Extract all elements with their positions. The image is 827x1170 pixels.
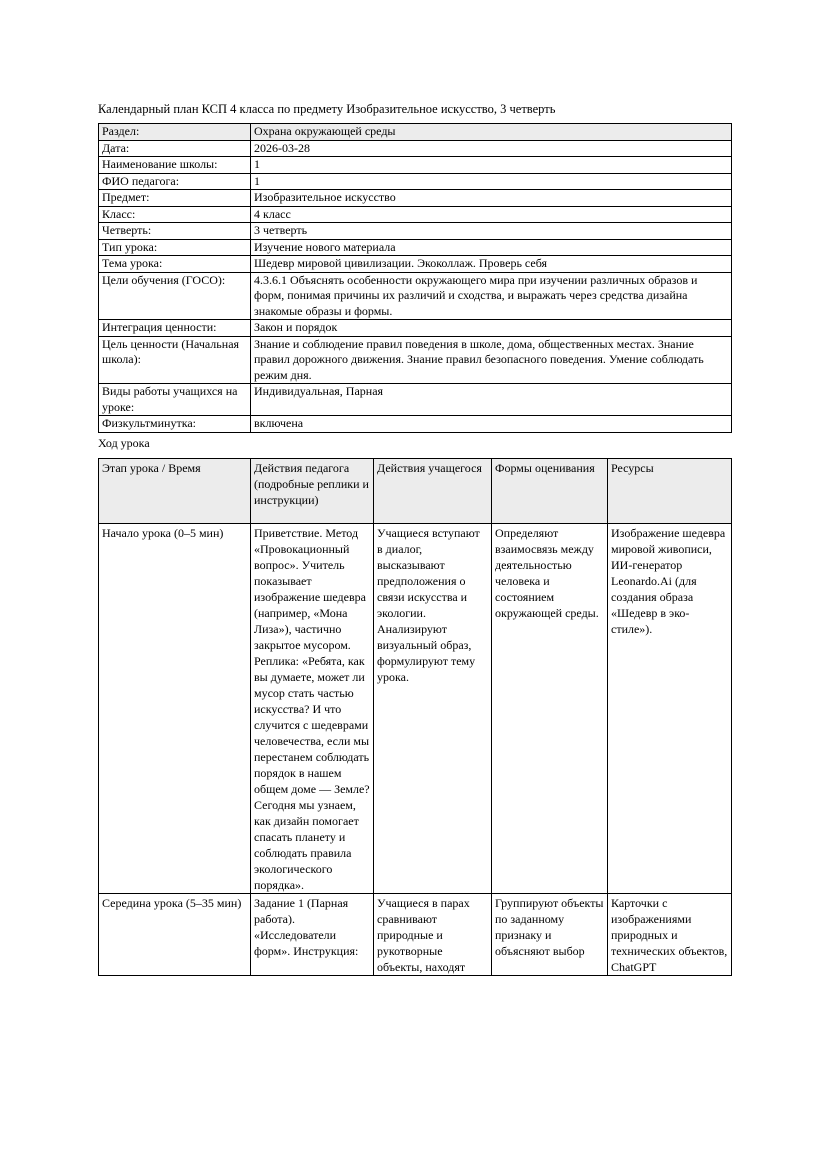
info-value: 1 [251, 157, 732, 174]
info-value: Закон и порядок [251, 320, 732, 337]
info-label: Наименование школы: [99, 157, 251, 174]
column-header-student-actions: Действия учащегося [374, 458, 492, 523]
info-value: Охрана окружающей среды [251, 124, 732, 141]
section-heading: Ход урока [98, 435, 150, 450]
info-label: Раздел: [99, 124, 251, 141]
info-row-value-goal [99, 336, 732, 384]
info-label: Физкультминутка: [99, 416, 251, 433]
info-row-date [99, 140, 732, 157]
info-row-teacher [99, 173, 732, 190]
lesson-table-header-row [99, 458, 732, 523]
lesson-flow-table [98, 458, 732, 976]
assessment-cell: Определяют взаимосвязь между деятельностью человека и состоянием окружающей среды. [492, 523, 608, 893]
info-label: Цели обучения (ГОСО): [99, 272, 251, 320]
stage-cell: Середина урока (5–35 мин) [99, 893, 251, 975]
info-label: Тип урока: [99, 239, 251, 256]
info-label: Дата: [99, 140, 251, 157]
info-label: Интеграция ценности: [99, 320, 251, 337]
document-title: Календарный план КСП 4 класса по предмету Изобразительное искусство, 3 четверть [98, 102, 556, 116]
teacher-actions-cell: Задание 1 (Парная работа). «Исследователи форм». Инструкция: [251, 893, 374, 975]
info-row-razdel [99, 124, 732, 141]
info-value: Индивидуальная, Парная [251, 384, 732, 416]
info-label: Предмет: [99, 190, 251, 207]
info-row-subject [99, 190, 732, 207]
lesson-row-middle [99, 893, 732, 975]
info-row-work-types [99, 384, 732, 416]
info-value: 3 четверть [251, 223, 732, 240]
lesson-row-start [99, 523, 732, 893]
info-value: Шедевр мировой цивилизации. Экоколлаж. Проверь себя [251, 256, 732, 273]
info-value: включена [251, 416, 732, 433]
info-value: 4.3.6.1 Объяснять особенности окружающего мира при изучении различных образов и форм, понимая причины их различий и сходства, и выражать через средства дизайна знакомые образы и формы. [251, 272, 732, 320]
column-header-assessment: Формы оценивания [492, 458, 608, 523]
info-value: Знание и соблюдение правил поведения в школе, дома, общественных местах. Знание правил дорожного движения. Знание правил безопасного поведения. Умение соблюдать режим дня. [251, 336, 732, 384]
info-row-school [99, 157, 732, 174]
column-header-teacher-actions: Действия педагога (подробные реплики и инструкции) [251, 458, 374, 523]
student-actions-cell: Учащиеся в парах сравнивают природные и рукотворные объекты, находят [374, 893, 492, 975]
column-header-resources: Ресурсы [608, 458, 732, 523]
info-label: Класс: [99, 206, 251, 223]
lesson-info-table [98, 123, 732, 433]
assessment-cell: Группируют объекты по заданному признаку и объясняют выбор [492, 893, 608, 975]
info-row-lesson-type [99, 239, 732, 256]
info-row-phys-minute [99, 416, 732, 433]
stage-cell: Начало урока (0–5 мин) [99, 523, 251, 893]
info-label: Тема урока: [99, 256, 251, 273]
info-label: Четверть: [99, 223, 251, 240]
info-value: 4 класс [251, 206, 732, 223]
info-row-class [99, 206, 732, 223]
column-header-stage: Этап урока / Время [99, 458, 251, 523]
info-label: Виды работы учащихся на уроке: [99, 384, 251, 416]
info-value: Изобразительное искусство [251, 190, 732, 207]
info-row-values-integration [99, 320, 732, 337]
info-label: Цель ценности (Начальная школа): [99, 336, 251, 384]
teacher-actions-cell: Приветствие. Метод «Провокационный вопрос». Учитель показывает изображение шедевра (например, «Мона Лиза»), частично закрытое мусором. Реплика: «Ребята, как вы думаете, может ли мусор стать частью искусства? И что случится с шедеврами человечества, если мы перестанем соблюдать порядок в нашем общем доме — Земле? Сегодня мы узнаем, как дизайн помогает спасать планету и соблюдать правила экологического порядка». [251, 523, 374, 893]
student-actions-cell: Учащиеся вступают в диалог, высказывают предположения о связи искусства и экологии. Анализируют визуальный образ, формулируют тему урока. [374, 523, 492, 893]
resources-cell: Изображение шедевра мировой живописи, ИИ-генератор Leonardo.Ai (для создания образа «Шедевр в эко-стиле»). [608, 523, 732, 893]
info-value: 1 [251, 173, 732, 190]
resources-cell: Карточки с изображениями природных и технических объектов, ChatGPT [608, 893, 732, 975]
info-value: Изучение нового материала [251, 239, 732, 256]
info-row-lesson-topic [99, 256, 732, 273]
info-row-goals [99, 272, 732, 320]
info-label: ФИО педагога: [99, 173, 251, 190]
info-value: 2026-03-28 [251, 140, 732, 157]
info-row-quarter [99, 223, 732, 240]
